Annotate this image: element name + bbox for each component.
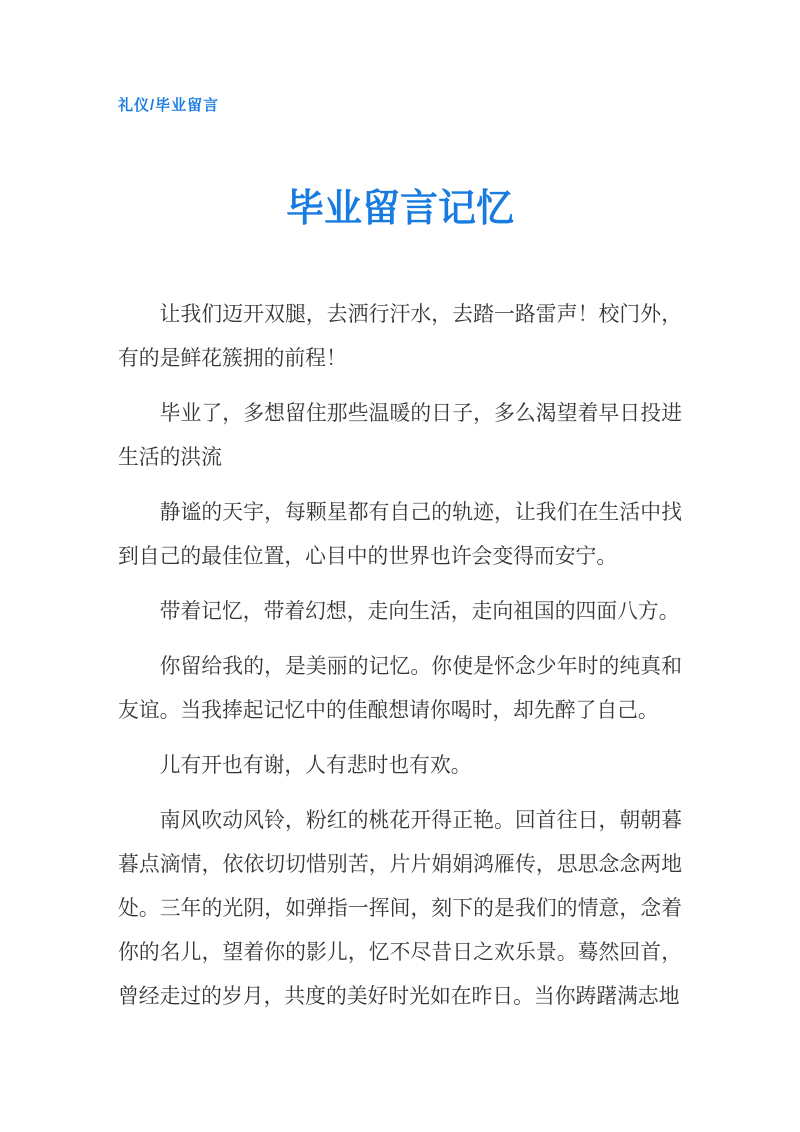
paragraph: 静谧的天宇，每颗星都有自己的轨迹，让我们在生活中找到自己的最佳位置，心目中的世界也许会变得而安宁。	[118, 501, 682, 568]
document-body	[118, 293, 682, 1030]
paragraph: 让我们迈开双腿，去洒行汗水，去踏一路雷声！校门外，有的是鲜花簇拥的前程！	[118, 303, 682, 370]
paragraph: 儿有开也有谢，人有悲时也有欢。	[159, 754, 472, 777]
paragraph: 南风吹动风铃，粉红的桃花开得正艳。回首往日，朝朝暮暮点滴情，依依切切惜别苦，片片娟娟鸿雁传，思思念念两地处。三年的光阴，如弹指一挥间，刻下的是我们的情意，念着你的名儿，望着你的影儿，忆不尽昔日之欢乐景。蓦然回首，曾经走过的岁月，共度的美好时光如在昨日。当你踌躇满志地	[118, 809, 682, 1008]
paragraph: 你留给我的，是美丽的记忆。你使是怀念少年时的纯真和友谊。当我捧起记忆中的佳酿想请你喝时，却先醉了自己。	[118, 655, 682, 722]
paragraph: 毕业了，多想留住那些温暖的日子，多么渴望着早日投进生活的洪流	[118, 402, 682, 469]
page-title: 毕业留言记忆	[285, 188, 514, 230]
breadcrumb[interactable]: 礼仪/毕业留言	[118, 97, 220, 114]
paragraph: 带着记忆，带着幻想，走向生活，走向祖国的四面八方。	[159, 600, 680, 623]
